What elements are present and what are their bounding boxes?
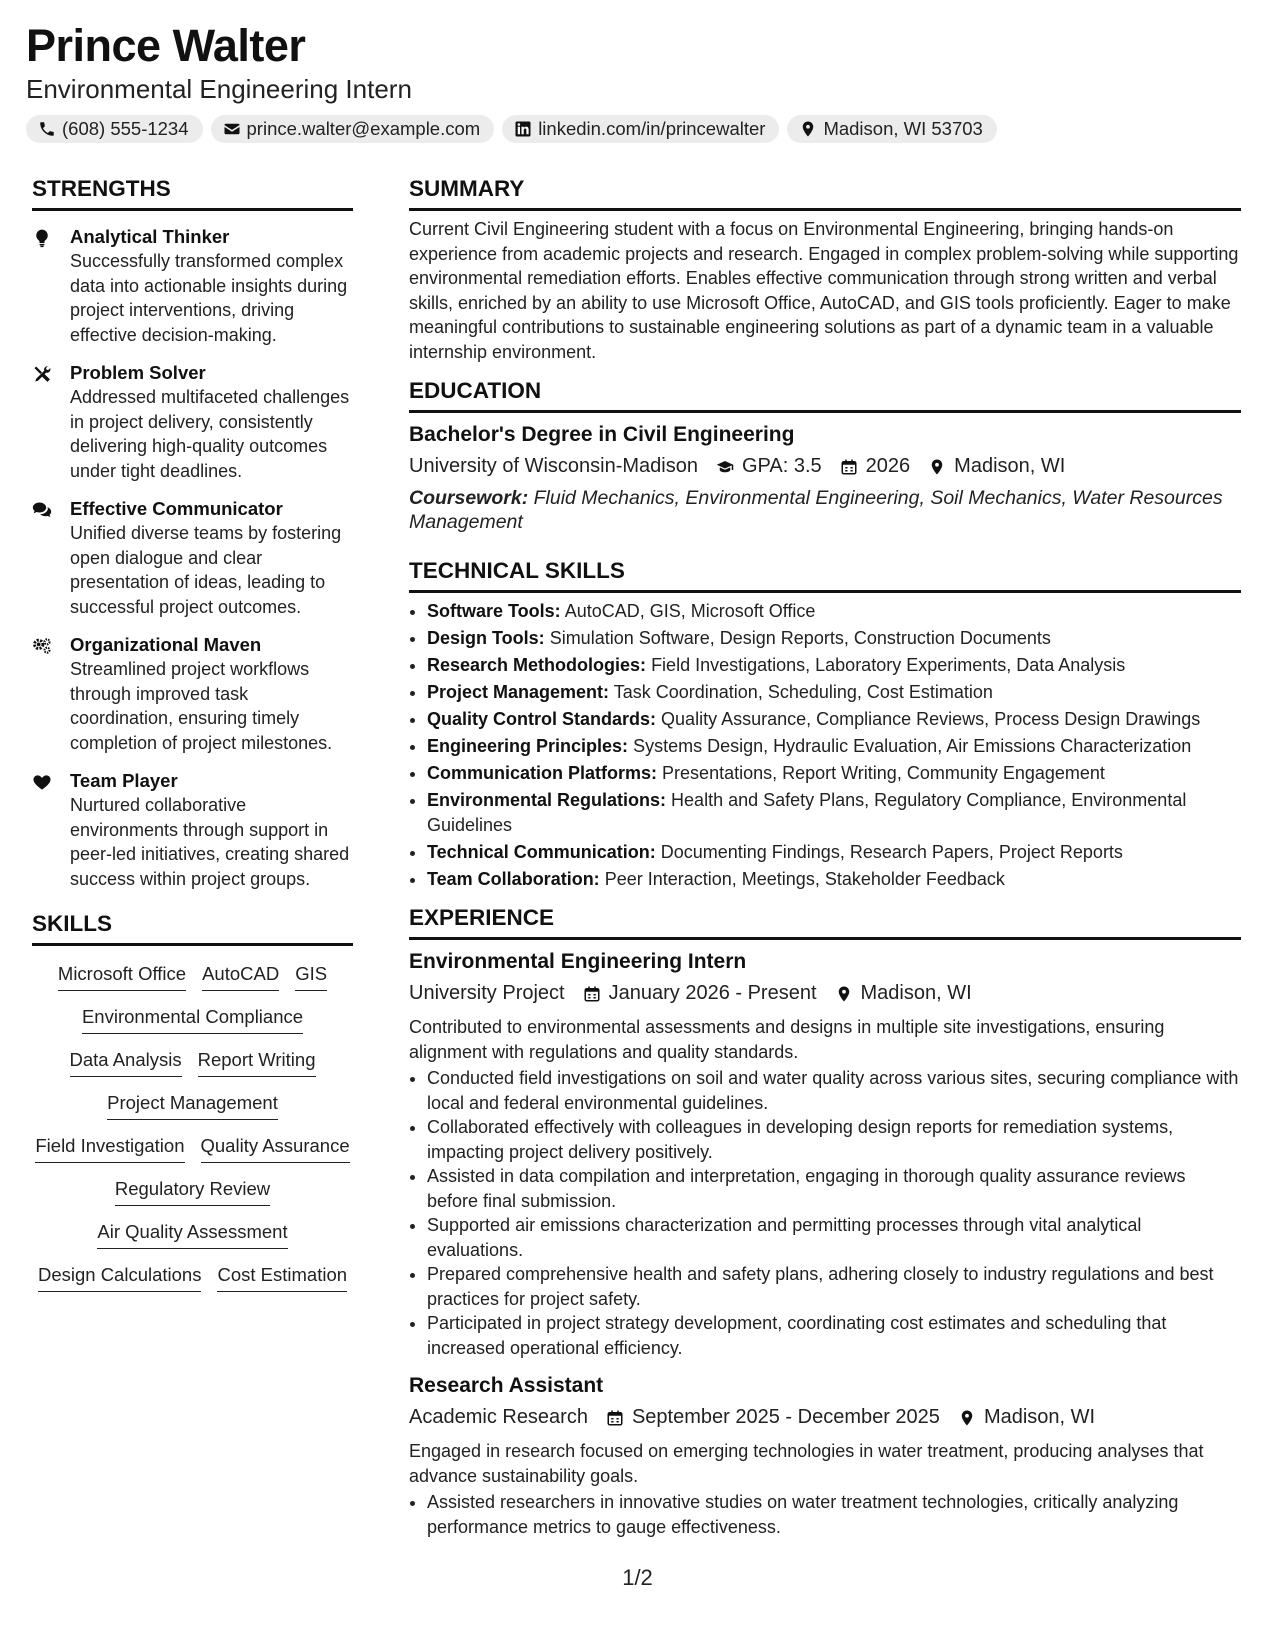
graduation-year: 2026	[865, 455, 911, 477]
phone-icon	[38, 120, 56, 138]
strength-item	[32, 225, 353, 347]
list-item	[427, 653, 1241, 678]
job-location: Madison, WI	[860, 982, 972, 1004]
contact-linkedin[interactable]	[502, 115, 779, 143]
skill-tag: AutoCAD	[202, 962, 279, 991]
map-pin-icon	[835, 985, 853, 1003]
education-heading: EDUCATION	[409, 378, 1241, 413]
skill-value: Peer Interaction, Meetings, Stakeholder Feedback	[604, 868, 1005, 889]
summary-heading: SUMMARY	[409, 176, 1241, 211]
skills-heading: SKILLS	[32, 911, 353, 946]
skill-value: Presentations, Report Writing, Community Engagement	[662, 763, 1105, 783]
strength-desc: Streamlined project workflows through improved task coordination, ensuring timely completion of project milestones.	[70, 659, 333, 753]
skill-value: Simulation Software, Design Reports, Construction Documents	[549, 628, 1051, 648]
skill-label: Communication Platforms:	[427, 763, 658, 783]
list-item	[427, 734, 1241, 759]
technical-skills-list	[409, 599, 1241, 891]
skill-tag: Environmental Compliance	[82, 1005, 303, 1034]
tools-icon	[32, 364, 52, 384]
skill-value: Task Coordination, Scheduling, Cost Estimation	[613, 682, 993, 702]
skill-value: Health and Safety Plans, Regulatory Compliance, Environmental Guidelines	[427, 790, 1187, 835]
strength-title: Problem Solver	[70, 362, 206, 383]
skill-label: Environmental Regulations:	[427, 790, 667, 810]
list-item: • Prepared comprehensive health and safety plans, adhering closely to industry regulations and best practices for project safety.	[427, 1262, 1241, 1311]
strength-title: Analytical Thinker	[70, 226, 230, 247]
job-location: Madison, WI	[983, 1406, 1096, 1428]
skill-value: Systems Design, Hydraulic Evaluation, Air Emissions Characterization	[633, 736, 1192, 756]
envelope-icon	[223, 120, 241, 138]
list-item: • Collaborated effectively with colleagues in developing design reports for remediation systems, impacting project delivery positively.	[427, 1115, 1241, 1164]
skill-tag: Cost Estimation	[217, 1263, 347, 1292]
list-item	[427, 680, 1241, 705]
strength-desc: Unified diverse teams by fostering open dialogue and clear presentation of ideas, leading to successful project outcomes.	[70, 523, 342, 617]
job-dates: January 2026 - Present	[608, 982, 817, 1004]
linkedin-icon	[514, 120, 532, 138]
strength-desc: Nurtured collaborative environments through support in peer-led initiatives, creating shared success within project groups.	[70, 795, 350, 889]
job-bullets	[409, 1066, 1241, 1360]
school-name: University of Wisconsin-Madison	[409, 455, 698, 477]
left-column	[32, 176, 353, 1292]
strength-title: Organizational Maven	[70, 634, 262, 655]
strength-item	[32, 361, 353, 483]
calendar-icon	[840, 458, 858, 476]
list-item: • Assisted in data compilation and interpretation, engaging in thorough quality assurance reviews before final submission.	[427, 1164, 1241, 1213]
skill-value: Field Investigations, Laboratory Experiments, Data Analysis	[651, 655, 1126, 675]
strength-item	[32, 769, 353, 891]
list-item	[427, 788, 1241, 837]
skill-label: Design Tools:	[427, 628, 545, 648]
skill-value: AutoCAD, GIS, Microsoft Office	[564, 601, 816, 621]
skills-tag-list	[32, 946, 353, 1292]
strengths-heading: STRENGTHS	[32, 176, 353, 211]
skill-tag: Report Writing	[198, 1048, 316, 1077]
job-dates: September 2025 - December 2025	[631, 1406, 940, 1428]
job-bullets	[409, 1490, 1241, 1539]
skill-value: Documenting Findings, Research Papers, Project Reports	[660, 841, 1123, 862]
list-item: • Participated in project strategy development, coordinating cost estimates and scheduling that increased operational efficiency.	[427, 1311, 1241, 1360]
candidate-title: Environmental Engineering Intern	[26, 74, 412, 104]
skill-tag: Data Analysis	[70, 1048, 182, 1077]
coursework-text: Fluid Mechanics, Environmental Engineering, Soil Mechanics, Water Resources Management	[409, 487, 1223, 533]
school-location: Madison, WI	[954, 455, 1066, 477]
skill-tag: Air Quality Assessment	[97, 1220, 287, 1249]
map-pin-icon	[958, 1409, 976, 1427]
linkedin-text: linkedin.com/in/princewalter	[538, 118, 766, 139]
location-text: Madison, WI 53703	[823, 118, 983, 139]
job-summary: Contributed to environmental assessments and designs in multiple site investigations, ensuring alignment with regulations and quality standards.	[409, 1017, 1165, 1062]
gears-icon	[32, 636, 52, 656]
skill-tag: GIS	[295, 962, 327, 991]
skill-tag: Microsoft Office	[58, 962, 186, 991]
skill-value: Quality Assurance, Compliance Reviews, Process Design Drawings	[661, 709, 1201, 729]
heart-icon	[32, 772, 52, 792]
calendar-icon	[583, 985, 601, 1003]
experience-entry	[409, 1374, 1241, 1539]
technical-skills-heading: TECHNICAL SKILLS	[409, 558, 1241, 593]
phone-text: (608) 555-1234	[62, 118, 189, 139]
contact-location	[787, 115, 996, 143]
list-item: • Conducted field investigations on soil and water quality across various sites, securing compliance with local and federal environmental guidelines.	[427, 1066, 1241, 1115]
job-meta	[409, 982, 1241, 1005]
skill-label: Team Collaboration:	[427, 868, 600, 889]
map-pin-icon	[799, 120, 817, 138]
skill-tag: Quality Assurance	[201, 1134, 350, 1163]
strength-title: Effective Communicator	[70, 498, 283, 519]
list-item: • Assisted researchers in innovative studies on water treatment technologies, critically analyzing performance metrics to gauge effectiveness.	[427, 1490, 1241, 1539]
skill-tag: Project Management	[107, 1091, 278, 1120]
list-item	[427, 761, 1241, 786]
job-title: Environmental Engineering Intern	[409, 950, 747, 973]
list-item	[427, 626, 1241, 651]
gpa-text: GPA: 3.5	[741, 455, 822, 477]
education-meta	[409, 455, 1241, 478]
skill-label: Software Tools:	[427, 601, 561, 621]
list-item: • Supported air emissions characterization and permitting processes through vital analytical evaluations.	[427, 1213, 1241, 1262]
coursework-label: Coursework:	[409, 487, 529, 509]
skill-label: Technical Communication:	[427, 841, 656, 862]
strength-desc: Addressed multifaceted challenges in project delivery, consistently delivering high-quality outcomes under tight deadlines.	[70, 387, 350, 481]
contact-email[interactable]	[211, 115, 495, 143]
strength-title: Team Player	[70, 770, 178, 791]
degree-title: Bachelor's Degree in Civil Engineering	[409, 423, 795, 446]
comments-icon	[32, 500, 52, 520]
lightbulb-icon	[32, 228, 52, 248]
calendar-icon	[606, 1409, 624, 1427]
map-pin-icon	[928, 458, 946, 476]
contact-bar	[26, 115, 997, 143]
strength-item	[32, 497, 353, 619]
job-summary: Engaged in research focused on emerging technologies in water treatment, producing analyses that advance sustainability goals.	[409, 1441, 1204, 1486]
strength-item	[32, 633, 353, 755]
right-column	[409, 176, 1241, 1539]
job-title: Research Assistant	[409, 1374, 604, 1397]
job-org: Academic Research	[409, 1406, 588, 1428]
strength-desc: Successfully transformed complex data into actionable insights during project interventions, driving effective decision-making.	[70, 251, 348, 345]
list-item	[427, 867, 1241, 892]
candidate-name: Prince Walter	[26, 20, 306, 71]
skill-tag: Design Calculations	[38, 1263, 202, 1292]
list-item	[427, 707, 1241, 732]
experience-heading: EXPERIENCE	[409, 905, 1241, 940]
job-meta	[409, 1406, 1241, 1429]
coursework	[409, 486, 1241, 534]
graduation-cap-icon	[716, 458, 734, 476]
list-item	[427, 840, 1241, 865]
email-text: prince.walter@example.com	[246, 118, 481, 139]
skill-label: Project Management:	[427, 682, 610, 702]
skill-tag: Regulatory Review	[115, 1177, 270, 1206]
list-item	[427, 599, 1241, 624]
skill-label: Engineering Principles:	[427, 736, 629, 756]
skill-tag: Field Investigation	[35, 1134, 184, 1163]
job-org: University Project	[409, 982, 565, 1004]
skill-label: Quality Control Standards:	[427, 709, 657, 729]
page-number: 1/2	[622, 1565, 653, 1590]
skill-label: Research Methodologies:	[427, 655, 647, 675]
experience-entry	[409, 950, 1241, 1360]
summary-text: Current Civil Engineering student with a focus on Environmental Engineering, bringing hands-on experience from academic projects and research. Engaged in complex problem-solving while supporting environmental remediation efforts. Enables effective communication through strong written and verbal skills, enriched by an ability to use Microsoft Office, AutoCAD, and GIS tools proficiently. Eager to make meaningful contributions to sustainable engineering solutions as part of a dynamic team in a valuable internship environment.	[409, 219, 1239, 362]
contact-phone[interactable]	[26, 115, 203, 143]
